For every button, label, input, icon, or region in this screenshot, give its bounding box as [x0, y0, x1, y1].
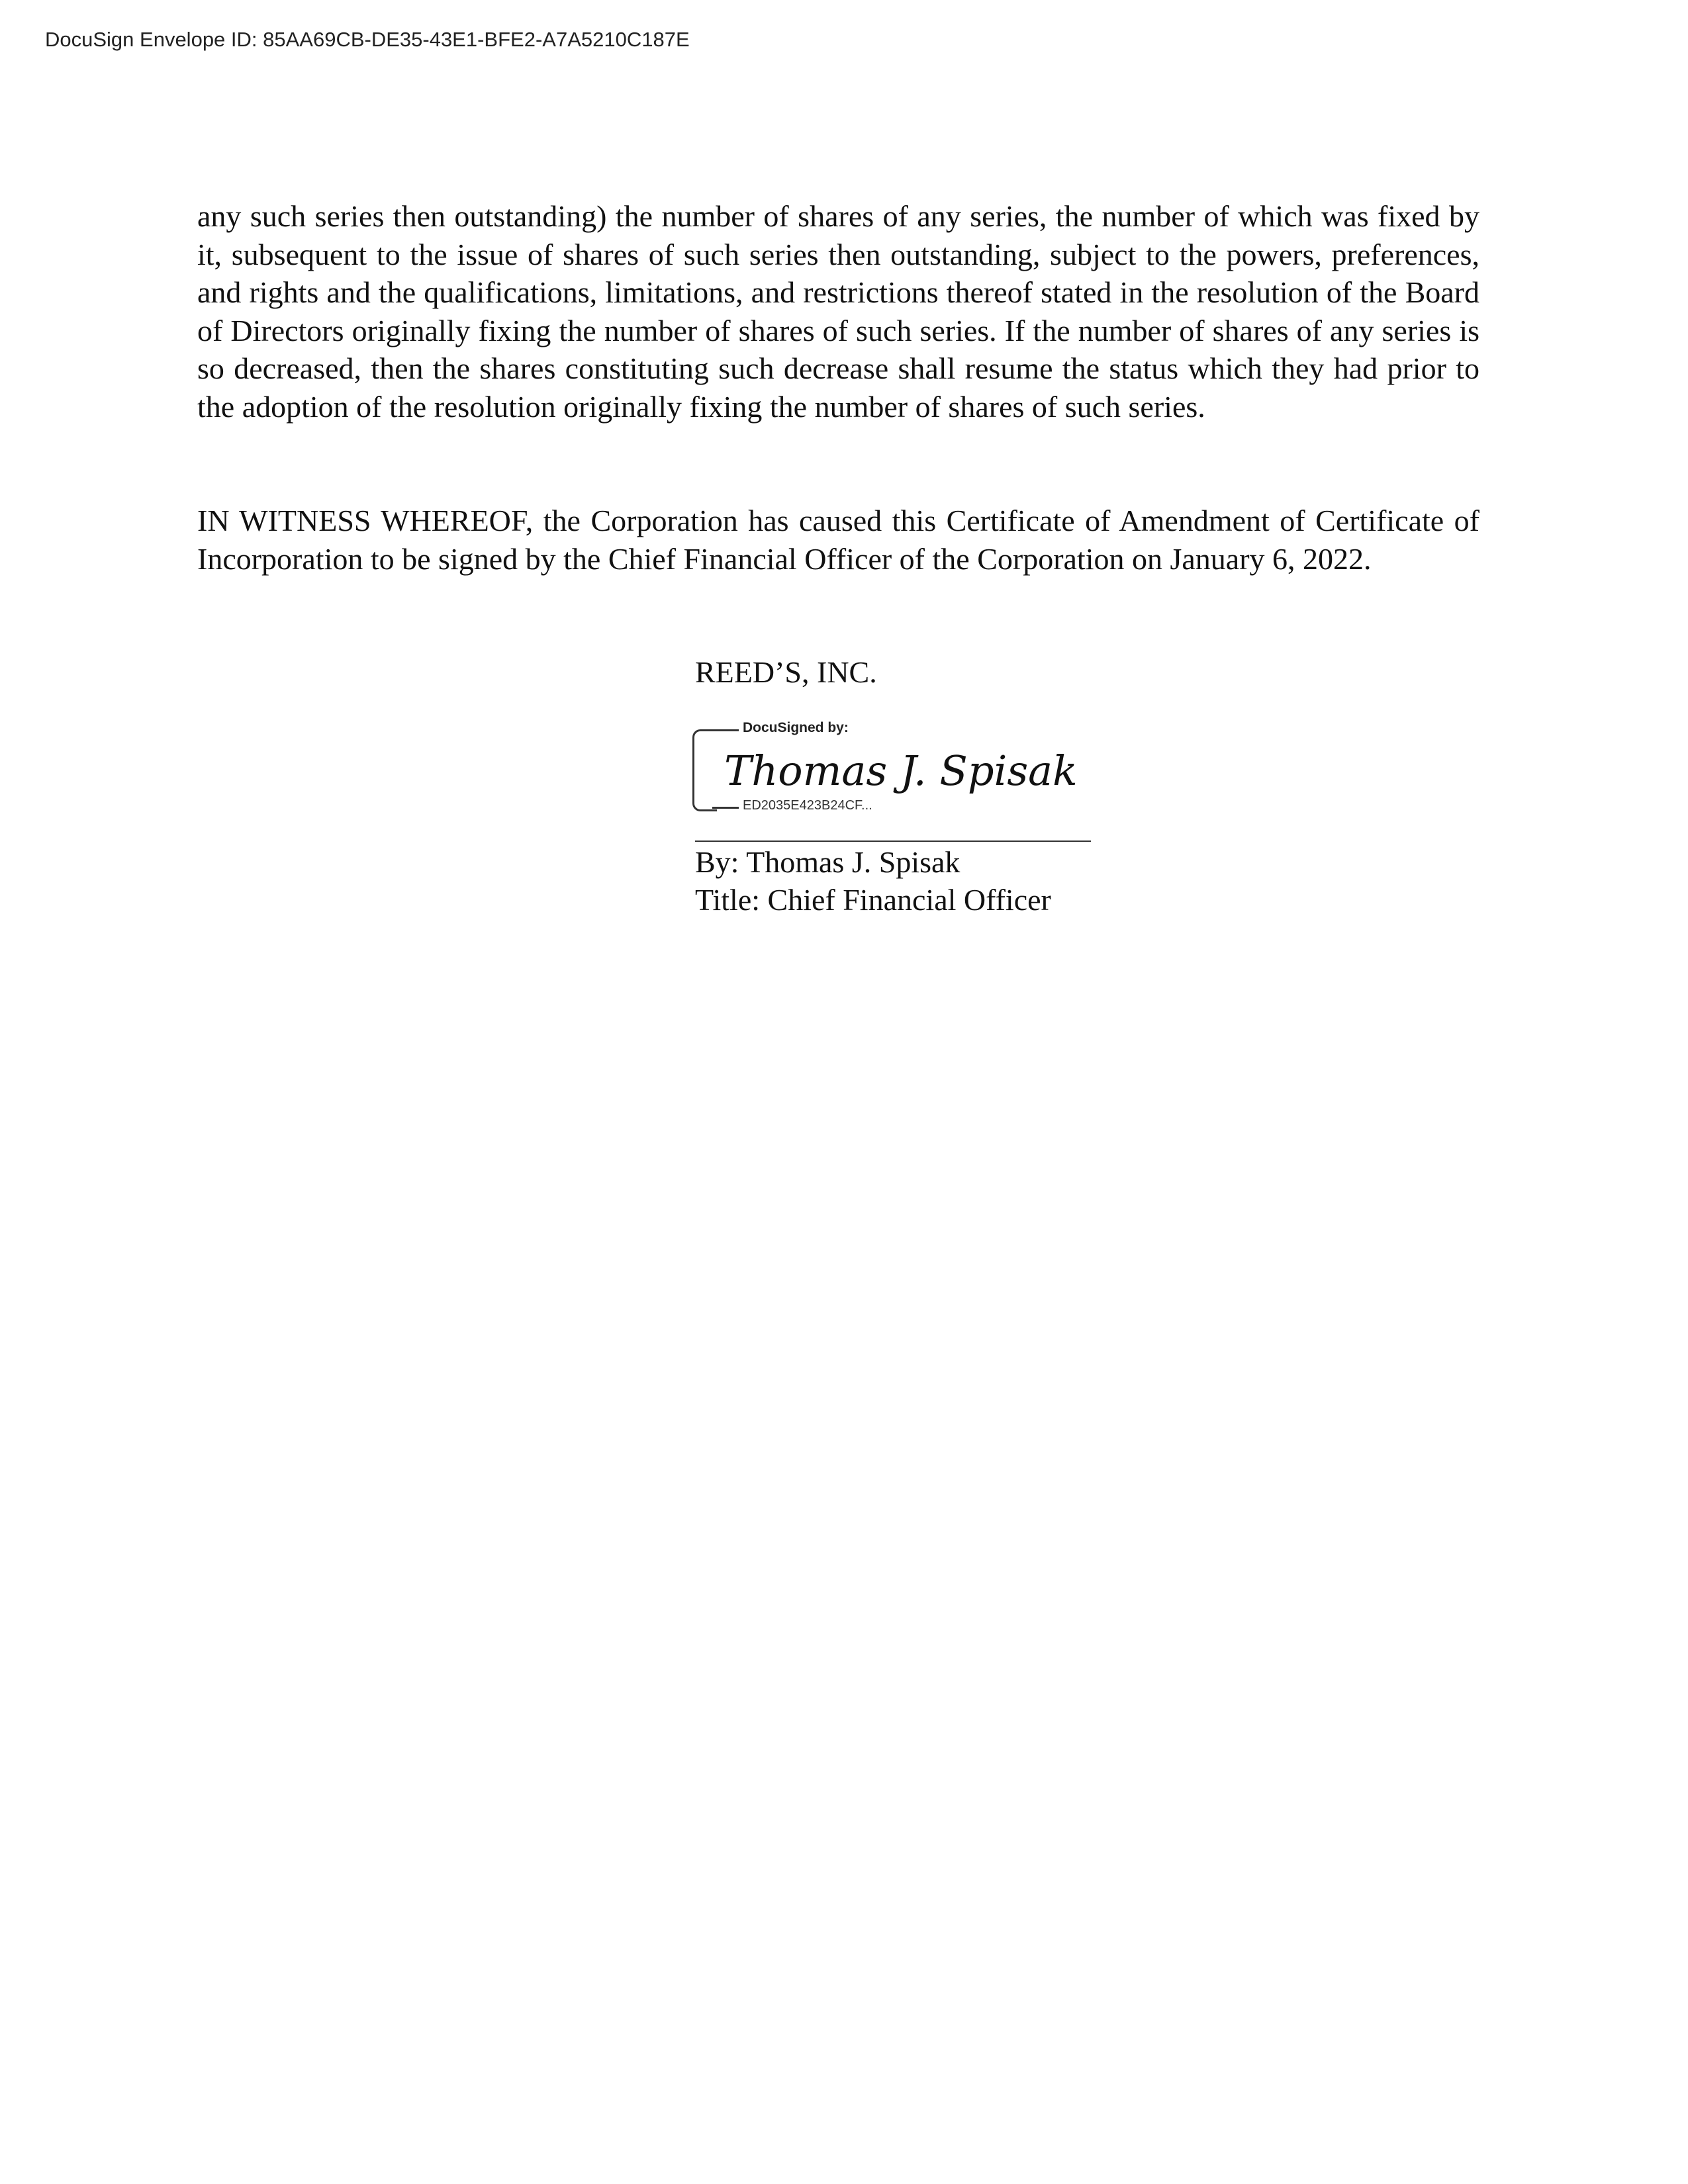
handwritten-signature: [719, 743, 1078, 797]
stamp-top-line: [712, 729, 739, 731]
signature-rule: [695, 841, 1091, 842]
docusign-envelope-id: DocuSign Envelope ID: 85AA69CB-DE35-43E1-BFE2-A7A5210C187E: [45, 28, 690, 51]
docusigned-by-label: DocuSigned by:: [743, 720, 849, 735]
body-paragraph-share-series: any such series then outstanding) the number of shares of any series, the number of which was fixed by it, subsequent to the issue of shares of such series then outstanding, subject to the powers, preferences, and rights and the qualifications, limitations, and restrictions thereof stated in the resolution of the Board of Directors originally fixing the number of shares of such series. If the number of shares of any series is so decreased, then the shares constituting such decrease shall resume the status which they had prior to the adoption of the resolution originally fixing the number of shares of such series.: [197, 199, 1479, 424]
docusign-signature-stamp: [692, 720, 1078, 825]
signer-name: By: Thomas J. Spisak: [695, 845, 961, 879]
stamp-bracket: [692, 729, 717, 811]
company-name: REED’S, INC.: [695, 655, 877, 689]
body-paragraph-in-witness: IN WITNESS WHEREOF, the Corporation has caused this Certificate of Amendment of Certificate of Incorporation to be signed by the Chief Financial Officer of the Corporation on January 6, 2022.: [197, 504, 1479, 576]
signer-title: Title: Chief Financial Officer: [695, 883, 1051, 917]
handwritten-signature-text: Thomas J. Spisak: [724, 747, 1078, 795]
stamp-bottom-line: [712, 807, 739, 809]
docusign-signature-id: ED2035E423B24CF...: [743, 798, 872, 813]
